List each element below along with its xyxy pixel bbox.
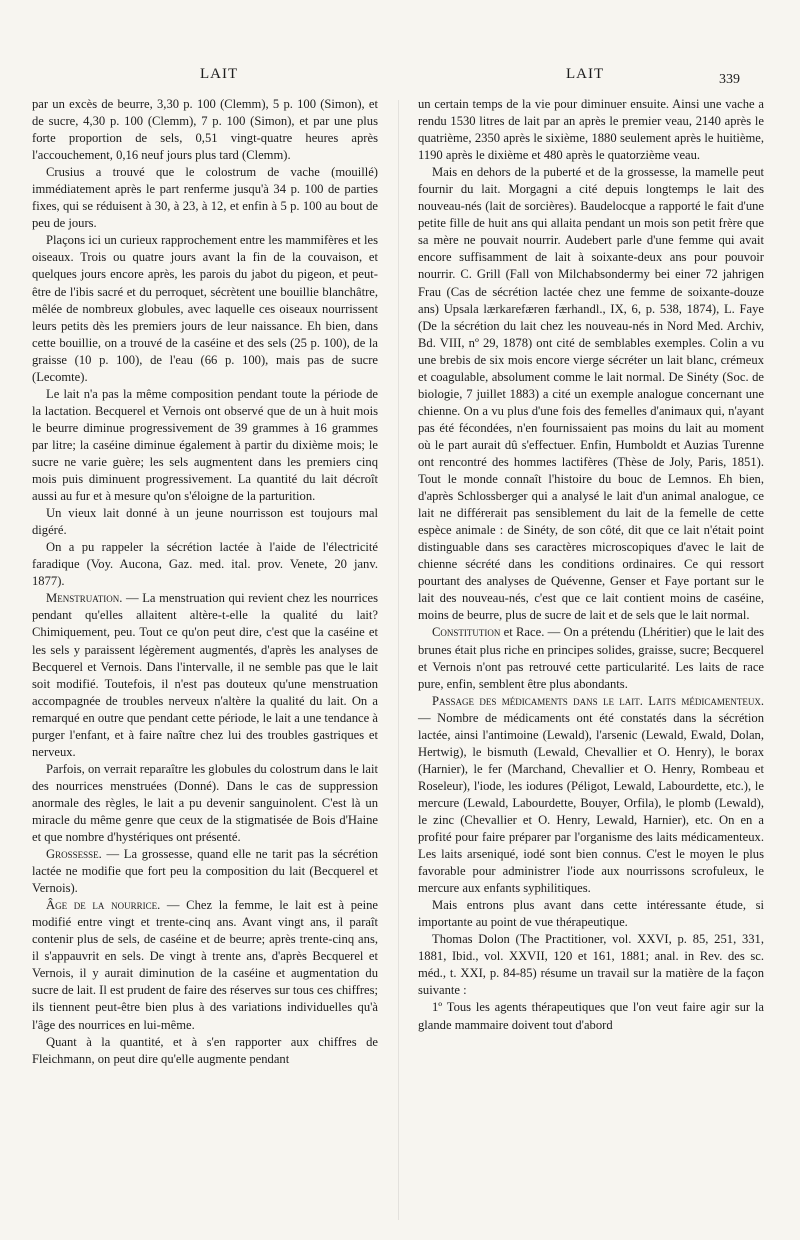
paragraph-text: un certain temps de la vie pour diminuer ensuite. Ainsi une vache a rendu 1530 litres de lait par an après le premier veau, 2140 après le quatrième, 2350 après le sixième, 1880 seulement après le huitième, 1190 après le dixième et 480 après le quatorzième veau.: [418, 97, 764, 163]
section-heading: Grossesse.: [46, 847, 102, 862]
paragraph: [32, 232, 378, 385]
paragraph-text: Parfois, on verrait reparaître les globules du colostrum dans le lait des nourrices menstruées (Donné). Dans le cas de suppression anormale des règles, le lait a pu devenir sanguinolent. C'est là un miracle du même genre que ceux de la stigmatisée de Bois d'Haine et que nombre d'hystériques ont présenté.: [32, 761, 378, 845]
paragraph: [32, 505, 378, 539]
paragraph: [418, 96, 764, 164]
paragraph-text: — La menstruation qui revient chez les nourrices pendant qu'elles allaitent altère-t-elle la qualité du lait? Chimiquement, peu. Tout ce qu'on peut dire, c'est que la caséine et les sels y paraissent légèrement augmentés, d'après les analyses de Becquerel et Vernois. Dans l'intervalle, il ne semble pas que le lait soit modifié. Toutefois, il n'est pas douteux qu'une menstruation accompagnée de troubles nerveux n'altère la qualité du lait. On a remarqué en outre que pendant cette période, le lait a une tendance à purger l'enfant, et à faire naître chez lui des troubles gastriques et nerveux.: [32, 591, 378, 759]
paragraph-text: et Race. — On a prétendu (Lhéritier) que le lait des brunes était plus riche en principes solides, graisse, sucre; Becquerel et Vernois n'ont pas retrouvé cette particularité. Les laits de race pure, enfin, semblent être plus abondants.: [418, 625, 764, 691]
section-heading: Menstruation.: [46, 591, 123, 606]
paragraph: [32, 539, 378, 590]
paragraph: [32, 164, 378, 232]
paragraph-text: Mais en dehors de la puberté et de la grossesse, la mamelle peut fournir du lait. Morgagni a cité depuis longtemps le lait des nouveau-nés (lait de sorcières). Baudelocque a rapporté le fait d'une petite fille de huit ans qui allaita pendant un mois son petit frère que sa mère ne pouvait nourrir. Audebert parle d'une femme qui avait encore suffisamment de lait à soixante-deux ans pour pouvoir nourrir. C. Grill (Fall von Milchabsondermy bei einer 72 jahrigen Frau (Cas de sécrétion lactée chez une femme de soixante-douze ans) Upsala lærkarefæren færhandl., IX, 6, p. 538, 1874), L. Faye (De la sécrétion du lait chez les nouveau-nés in Nord Med. Archiv, Bd. VIII, nº 29, 1878) ont cité de semblables exemples. Colin a vu une brebis de six mois encore vierge sécréter un lait blanc, crémeux et coagulable, absolument comme le lait normal. De Sinéty (Soc. de biologie, 7 juillet 1883) a cité un exemple analogue concernant une chienne. On a vu plus d'une fois des femelles d'animaux qui, n'ayant pas été fécondées, n'en fournissaient pas moins du lait au moment où le part aurait dû s'effectuer. Enfin, Humboldt et Auzias Turenne ont rencontré des hommes lactifères (Thèse de Joly, Paris, 1851). Tout le monde connaît l'histoire du bouc de Lemnos. Eh bien, d'après Schlossberger qui a analysé le lait d'un animal analogue, ce lait ne différerait pas sensiblement du lait de la femelle de cette espèce animale : de Sinéty, de son côté, dit que ce lait n'était point distinguable dans ses caractères microscopiques d'avec le lait de chienne sécrété dans les conditions ordinaires. Ce qui ressort pourtant des analyses de Quévenne, Genser et Faye portant sur le lait des nouveau-nés, c'est que ce lait contient moins de caséine, moins de beurre, plus de sucre de lait et de sels que le lait normal.: [418, 165, 764, 623]
paragraph-text: — Nombre de médicaments ont été constatés dans la sécrétion lactée, ainsi l'antimoine (Lewald), l'arsenic (Lewald, Ewald, Dolan, Hertwig), le bismuth (Lewald, Chevallier et O. Henry), le borax (Harnier), le fer (Marchand, Chevallier et O. Henry, Rombeau et Roseleur), l'iode, les iodures (Péligot, Lewald, Labourdette, etc.), le mercure (Lewald, Labourdette, Bouyer, Orfila), le plomb (Lewald), le zinc (Chevallier et O. Henry, Lewald, Harnier), etc. On en a profité pour faire préparer par l'organisme des laits médicamenteux. Les laits arseniqué, iodé sont bien connus. C'est le moyen le plus favorable pour administrer l'iode aux nourrissons scrofuleux, le mercure aux enfants syphilitiques.: [418, 710, 764, 896]
paragraph: [418, 693, 764, 898]
paragraph: [32, 1034, 378, 1068]
paragraph: [418, 931, 764, 999]
paragraph-text: Mais entrons plus avant dans cette intéressante étude, si importante au point de vue thérapeutique.: [418, 898, 764, 930]
paragraph-text: On a pu rappeler la sécrétion lactée à l'aide de l'électricité faradique (Voy. Aucona, Gaz. med. ital. prov. Venete, 20 janv. 1877).: [32, 540, 378, 589]
section-heading: Passage des médicaments dans le lait. Laits médicamenteux.: [432, 693, 764, 708]
left-column: [32, 96, 378, 1068]
section-heading: Constitution: [432, 625, 501, 640]
paragraph: [418, 897, 764, 931]
section-heading: Âge de la nourrice.: [46, 898, 161, 913]
paragraph: [32, 761, 378, 846]
paragraph-text: 1º Tous les agents thérapeutiques que l'on veut faire agir sur la glande mammaire doivent tout d'abord: [418, 1000, 764, 1032]
page-number: 339: [719, 72, 740, 87]
paragraph-text: — Chez la femme, le lait est à peine modifié entre vingt et trente-cinq ans. Avant vingt ans, il paraît contenir plus de sels, de caséine et de beurre; après trente-cinq ans, il s'appauvrit en sels. De vingt à trente ans, d'après Becquerel et Vernois, il y aurait diminution de la caséine et augmentation du sucre de lait. Il est prudent de faire des réserves sur tous ces chiffres; ils tiennent peut-être bien plus à des variations individuelles qu'à l'âge des nourrices en lui-même.: [32, 898, 378, 1032]
running-head-right: LAIT: [566, 66, 605, 82]
right-column: [418, 96, 764, 1034]
paragraph-text: par un excès de beurre, 3,30 p. 100 (Clemm), 5 p. 100 (Simon), et de sucre, 4,30 p. 100 (Clemm), 7 p. 100 (Simon), et par une plus forte proportion de sels, 0,51 vingt-quatre heures après l'accouchement, 0,16 neuf jours plus tard (Clemm).: [32, 97, 378, 163]
paragraph-text: Crusius a trouvé que le colostrum de vache (mouillé) immédiatement après le part renferme jusqu'à 34 p. 100 de parties fixes, qui se réduisent à 30, à 23, à 12, et enfin à 5 p. 100 au bout de peu de jours.: [32, 165, 378, 231]
paragraph: [32, 386, 378, 505]
paragraph: [32, 96, 378, 164]
paragraph-text: Thomas Dolon (The Practitioner, vol. XXVI, p. 85, 251, 331, 1881, Ibid., vol. XXVII, 120 et 161, 1881; anal. in Rev. des sc. méd., t. XXI, p. 84-85) résume un travail sur la matière de la façon suivante :: [418, 932, 764, 998]
paragraph: [32, 846, 378, 897]
paragraph-text: Quant à la quantité, et à s'en rapporter aux chiffres de Fleichmann, on peut dire qu'elle augmente pendant: [32, 1034, 378, 1066]
paragraph: [32, 897, 378, 1033]
paragraph: [418, 624, 764, 692]
paragraph: [418, 164, 764, 624]
paragraph: [32, 590, 378, 760]
paragraph: [418, 999, 764, 1033]
paragraph-text: Le lait n'a pas la même composition pendant toute la période de la lactation. Becquerel et Vernois ont observé que de un à huit mois le beurre diminue progressivement de 39 grammes à 16 grammes par litre; la caséine diminue également à partir du dixième mois; le sucre ne varie guère; les sels augmentent dans les premiers cinq mois puis diminuent progressivement. La quantité du lait décroît aussi au fur et à mesure qu'on s'éloigne de la parturition.: [32, 386, 378, 504]
paragraph-text: — La grossesse, quand elle ne tarit pas la sécrétion lactée ne modifie que fort peu la composition du lait (Becquerel et Vernois).: [32, 847, 378, 896]
column-divider: [398, 100, 399, 1220]
running-head-left: LAIT: [200, 66, 239, 82]
paragraph-text: Un vieux lait donné à un jeune nourrisson est toujours mal digéré.: [32, 506, 378, 538]
paragraph-text: Plaçons ici un curieux rapprochement entre les mammifères et les oiseaux. Trois ou quatre jours avant la fin de la couvaison, et quelques jours encore après, les parois du jabot du pigeon, et peut-être de l'ibis sacré et du perroquet, sécrètent une bouillie blanchâtre, mêlée de nombreux globules, avec laquelle ces oiseaux nourrissent leurs petits dès les premiers jours de leur naissance. Eh bien, dans cette bouillie, on a trouvé de la caséine et des sels (25 p. 100), de la graisse (10 p. 100), de l'eau (66 p. 100), mais pas de sucre (Lecomte).: [32, 233, 378, 384]
